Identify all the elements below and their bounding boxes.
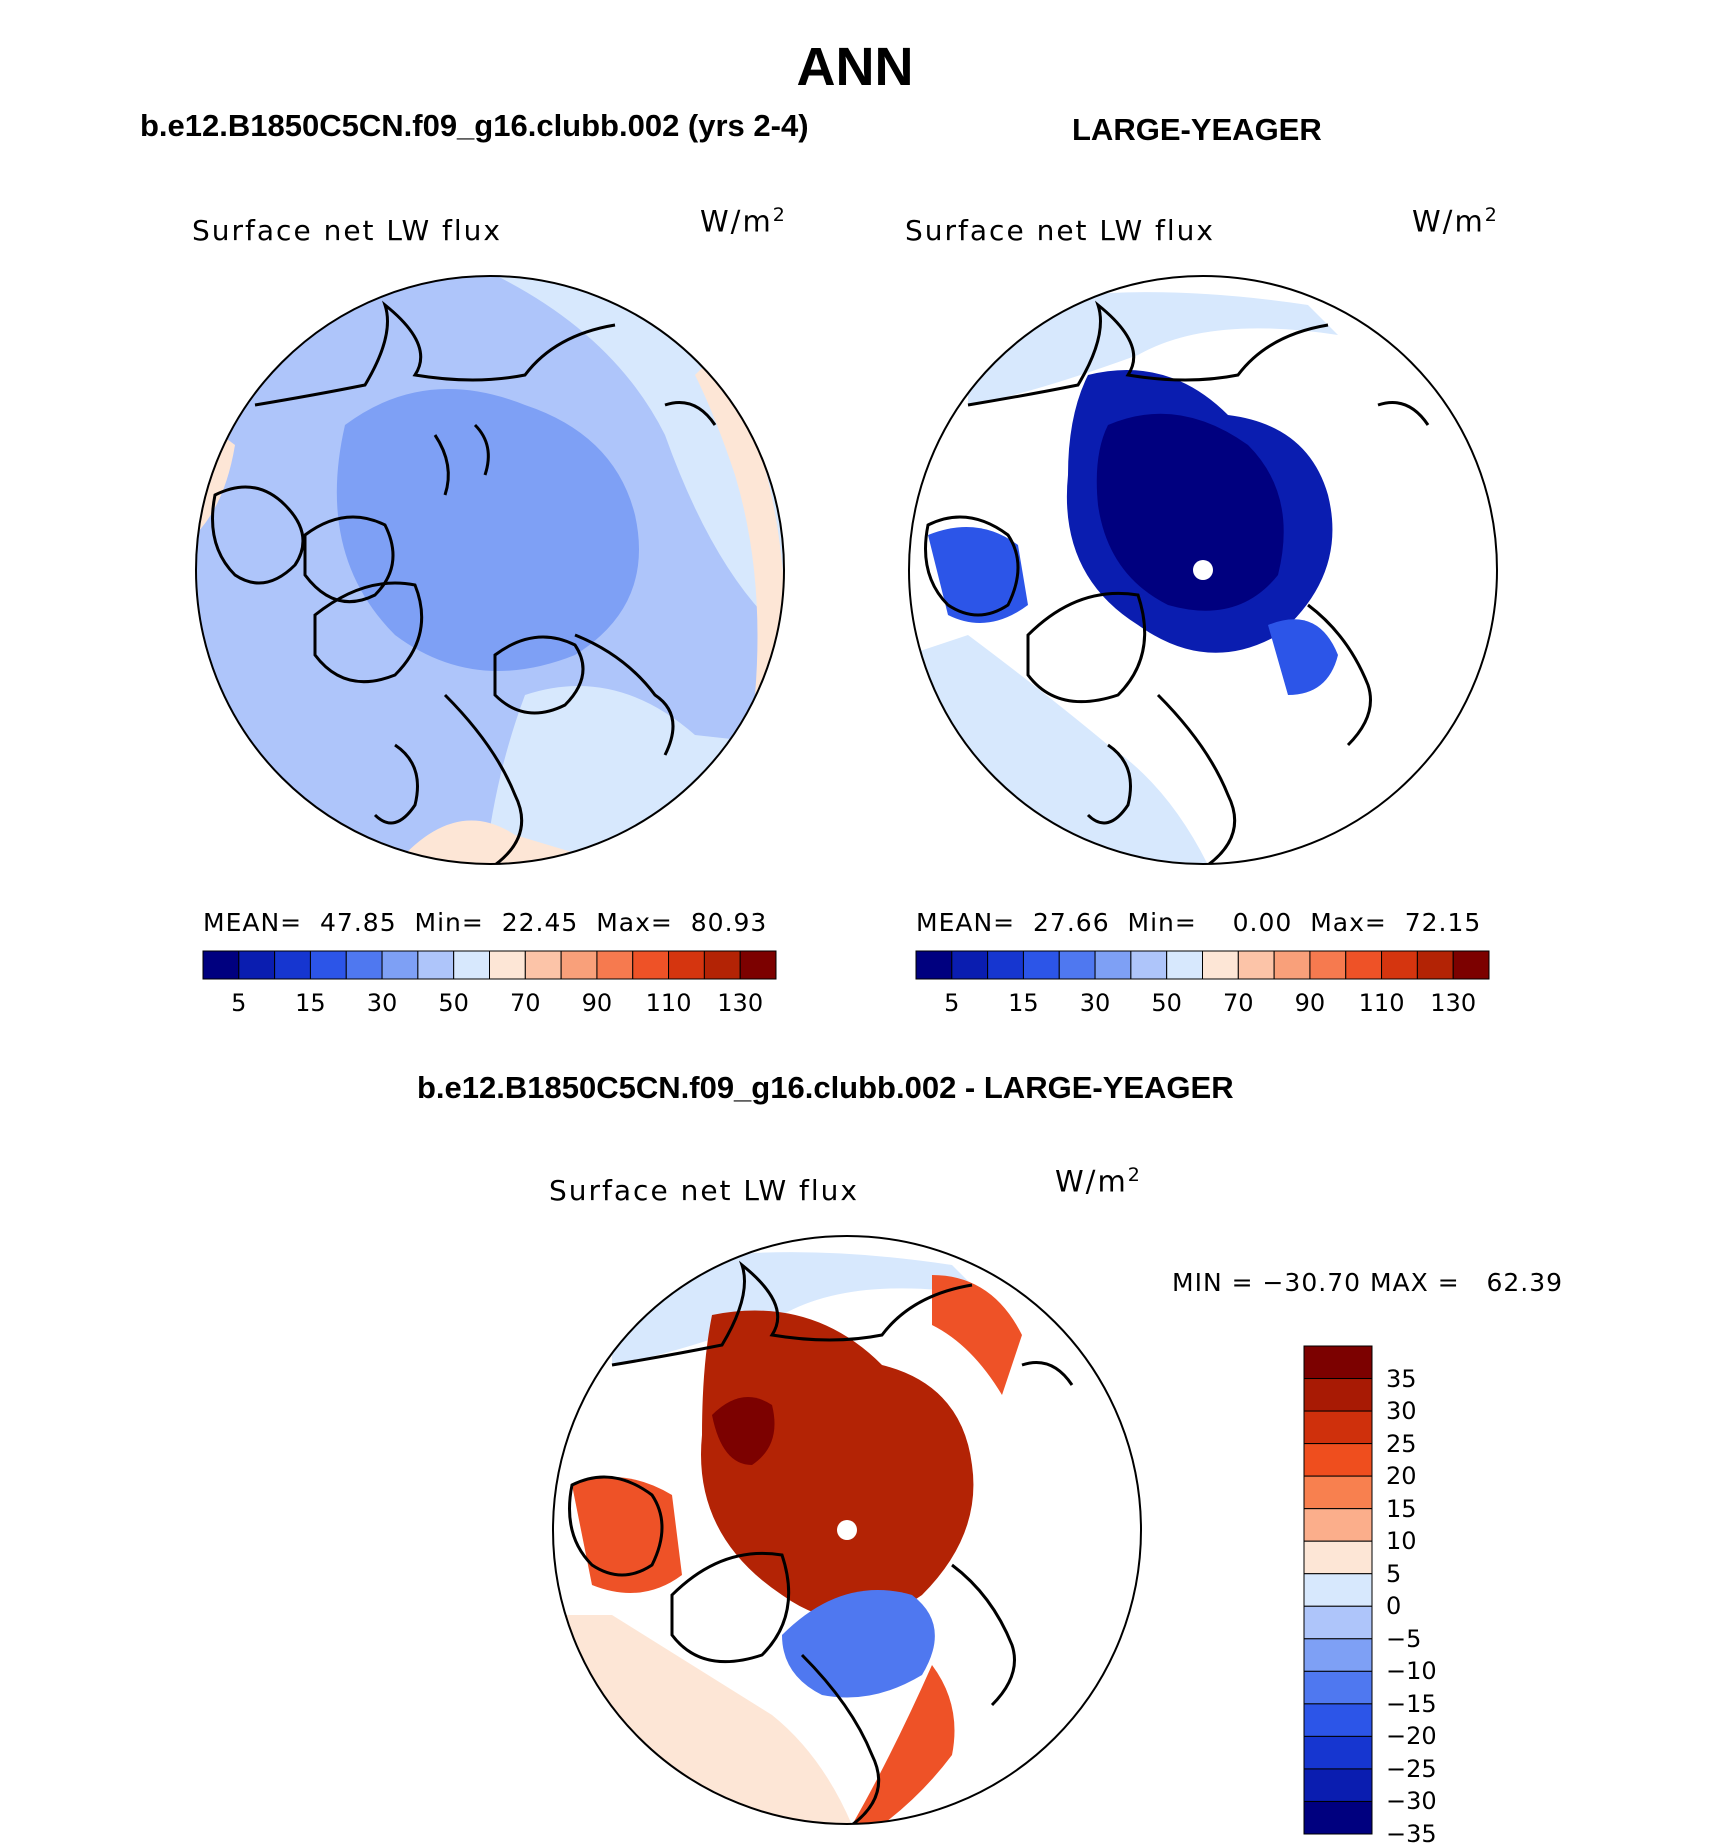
colorbar-swatch [454, 951, 490, 979]
colorbar-swatch [1417, 951, 1453, 979]
colorbar-tick-label: 50 [1151, 989, 1182, 1017]
case-polar-map [195, 275, 785, 865]
colorbar-tick-label: 5 [944, 989, 960, 1017]
colorbar-tick-label: 15 [295, 989, 326, 1017]
colorbar-tick-label: −5 [1386, 1624, 1422, 1653]
case-colorbar-labels [203, 989, 776, 1019]
colorbar-tick-label: 10 [1386, 1527, 1417, 1556]
colorbar-tick-label: −20 [1386, 1722, 1437, 1751]
colorbar-swatch [382, 951, 418, 979]
case-panel-title: b.e12.B1850C5CN.f09_g16.clubb.002 (yrs 2-4) [140, 108, 809, 143]
colorbar-tick-label: 15 [1386, 1494, 1417, 1523]
colorbar-tick-label: 70 [1223, 989, 1254, 1017]
colorbar-swatch [1304, 1574, 1372, 1607]
colorbar-swatch [1304, 1444, 1372, 1477]
colorbar-swatch [633, 951, 669, 979]
colorbar-swatch [1023, 951, 1059, 979]
colorbar-swatch [490, 951, 526, 979]
obs-units-label: $W/m^2$ [1412, 204, 1499, 239]
diff-polar-map [552, 1235, 1142, 1825]
diff-colorbar [1304, 1346, 1372, 1834]
diff-variable-label: Surface net LW flux [549, 1174, 859, 1207]
colorbar-swatch [1238, 951, 1274, 979]
diff-units-label: $W/m^2$ [1055, 1164, 1142, 1199]
diff-stats: MIN = −30.70 MAX = 62.39 [1172, 1268, 1564, 1297]
colorbar-swatch [1304, 1476, 1372, 1509]
colorbar-tick-label: 130 [1430, 989, 1477, 1017]
diff-pole-mask [837, 1520, 857, 1540]
colorbar-swatch [1304, 1541, 1372, 1574]
colorbar-swatch [1304, 1704, 1372, 1737]
colorbar-tick-label: 15 [1008, 989, 1039, 1017]
colorbar-swatch [525, 951, 561, 979]
colorbar-swatch [916, 951, 952, 979]
colorbar-tick-label: 5 [1386, 1559, 1402, 1588]
obs-variable-label: Surface net LW flux [905, 214, 1215, 247]
colorbar-swatch [1304, 1411, 1372, 1444]
colorbar-swatch [1304, 1606, 1372, 1639]
colorbar-tick-label: 70 [510, 989, 541, 1017]
colorbar-swatch [1453, 951, 1489, 979]
colorbar-swatch [1304, 1769, 1372, 1802]
colorbar-tick-label: −10 [1386, 1657, 1437, 1686]
colorbar-swatch [1304, 1736, 1372, 1769]
colorbar-tick-label: 0 [1386, 1592, 1402, 1621]
colorbar-tick-label: 30 [366, 989, 398, 1017]
colorbar-swatch [1203, 951, 1239, 979]
colorbar-tick-label: 110 [645, 989, 692, 1017]
colorbar-swatch [1310, 951, 1346, 979]
colorbar-swatch [1304, 1379, 1372, 1412]
colorbar-swatch [418, 951, 454, 979]
colorbar-swatch [597, 951, 633, 979]
colorbar-tick-label: 90 [1294, 989, 1326, 1017]
colorbar-tick-label: 20 [1386, 1462, 1417, 1491]
colorbar-swatch [1304, 1671, 1372, 1704]
colorbar-tick-label: 130 [717, 989, 764, 1017]
colorbar-tick-label: 90 [581, 989, 613, 1017]
colorbar-swatch [1346, 951, 1382, 979]
colorbar-tick-label: 110 [1358, 989, 1405, 1017]
colorbar-swatch [275, 951, 311, 979]
colorbar-swatch [1304, 1639, 1372, 1672]
case-colorbar [203, 951, 776, 979]
colorbar-tick-label: −25 [1386, 1754, 1437, 1783]
colorbar-swatch [310, 951, 346, 979]
colorbar-tick-label: 35 [1386, 1364, 1417, 1393]
obs-pole-mask [1193, 560, 1213, 580]
diff-colorbar-labels [1386, 1346, 1506, 1848]
colorbar-tick-label: −15 [1386, 1689, 1437, 1718]
colorbar-tick-label: 30 [1079, 989, 1111, 1017]
colorbar-swatch [1059, 951, 1095, 979]
case-variable-label: Surface net LW flux [192, 214, 502, 247]
colorbar-swatch [704, 951, 740, 979]
case-stats: MEAN= 47.85 Min= 22.45 Max= 80.93 [203, 908, 768, 937]
colorbar-swatch [1304, 1346, 1372, 1379]
obs-stats: MEAN= 27.66 Min= 0.00 Max= 72.15 [916, 908, 1482, 937]
colorbar-tick-label: −30 [1386, 1787, 1437, 1816]
case-units-label: $W/m^2$ [700, 204, 787, 239]
colorbar-tick-label: 30 [1386, 1397, 1417, 1426]
colorbar-swatch [1304, 1801, 1372, 1834]
colorbar-swatch [952, 951, 988, 979]
colorbar-swatch [1095, 951, 1131, 979]
colorbar-swatch [1274, 951, 1310, 979]
colorbar-swatch [1131, 951, 1167, 979]
colorbar-tick-label: 50 [438, 989, 469, 1017]
colorbar-swatch [239, 951, 275, 979]
page-title: ANN [796, 37, 914, 97]
colorbar-swatch [203, 951, 239, 979]
obs-polar-map [908, 275, 1498, 865]
colorbar-swatch [1382, 951, 1418, 979]
colorbar-swatch [1304, 1509, 1372, 1542]
colorbar-swatch [988, 951, 1024, 979]
obs-colorbar-labels [916, 989, 1489, 1019]
colorbar-swatch [669, 951, 705, 979]
obs-panel-title: LARGE-YEAGER [1072, 112, 1322, 147]
obs-colorbar [916, 951, 1489, 979]
colorbar-swatch [346, 951, 382, 979]
colorbar-swatch [740, 951, 776, 979]
colorbar-tick-label: 25 [1386, 1429, 1417, 1458]
colorbar-swatch [1167, 951, 1203, 979]
colorbar-tick-label: −35 [1386, 1820, 1437, 1848]
colorbar-tick-label: 5 [231, 989, 247, 1017]
diff-panel-title: b.e12.B1850C5CN.f09_g16.clubb.002 - LARGE-YEAGER [417, 1070, 1234, 1105]
colorbar-swatch [561, 951, 597, 979]
